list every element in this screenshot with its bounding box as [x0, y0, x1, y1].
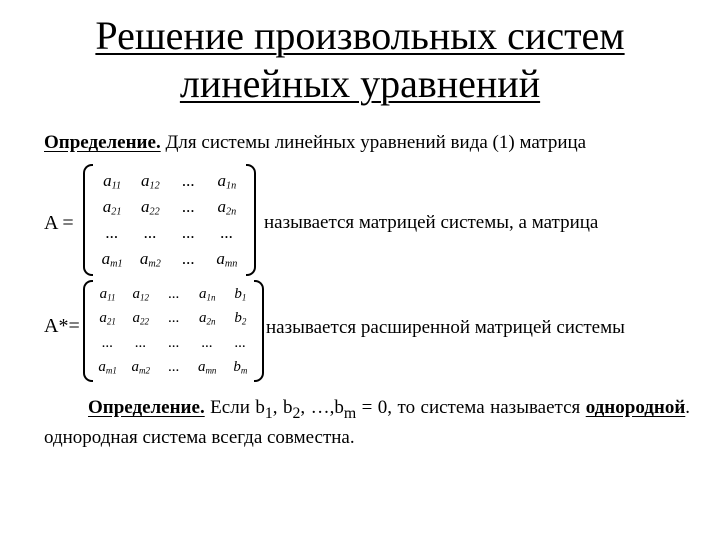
- definition-1-term: Определение.: [44, 132, 161, 153]
- definition-2-sub-2: 2: [292, 404, 301, 422]
- matrix-a-right-paren: [246, 164, 256, 276]
- definition-2: [44, 396, 690, 450]
- matrix-a-cell: ...: [144, 223, 157, 242]
- matrix-a-star-cell: $a_{1n}$: [198, 285, 216, 302]
- matrix-a-star-cell: ...: [168, 359, 180, 376]
- matrix-a-star-cell: $a_{21}$: [99, 310, 116, 327]
- matrix-a-cell: $a_{m1}$: [101, 248, 123, 270]
- matrix-a-cell: $a_{mn}$: [216, 248, 238, 270]
- definition-2-rest: = 0, то система называется: [356, 397, 581, 418]
- matrix-a-cell: $a_{m2}$: [139, 248, 161, 270]
- matrix-a-star-cell: ...: [234, 334, 247, 351]
- matrix-a-cell: ...: [182, 249, 195, 268]
- matrix-a-star-cell: $a_{12}$: [132, 285, 150, 302]
- matrix-a-star-cell: $b_2$: [234, 310, 247, 327]
- matrix-a-star-cell: $a_{11}$: [99, 285, 116, 302]
- matrix-a-cell: $a_{21}$: [102, 196, 122, 218]
- matrix-a-star: [83, 280, 264, 382]
- definition-1: [44, 132, 586, 154]
- matrix-a-star-cell: $a_{2n}$: [198, 310, 216, 327]
- matrix-a-star-description: называется расширенной матрицей системы: [266, 317, 625, 338]
- matrix-a-description: называется матрицей системы, а матрица: [264, 212, 599, 233]
- matrix-a-grid: [93, 168, 246, 272]
- matrix-a-cell: ...: [182, 171, 195, 190]
- definition-2-term: Определение.: [88, 397, 205, 418]
- matrix-a-cell: ...: [182, 197, 195, 216]
- definition-2-bm: , …,b: [300, 397, 344, 418]
- matrix-a-star-cell: $b_m$: [233, 359, 248, 376]
- matrix-a-star-cell: ...: [101, 334, 114, 351]
- matrix-a-cell: $a_{2n}$: [217, 196, 237, 218]
- matrix-a: [83, 164, 256, 276]
- title-line-2: линейных уравнений: [179, 61, 541, 106]
- definition-2-end: . однородная система всегда совместна.: [44, 397, 691, 448]
- matrix-a-star-cell: ...: [168, 334, 180, 351]
- matrix-a-cell: $a_{1n}$: [217, 170, 237, 192]
- matrix-a-left-paren: [83, 164, 93, 276]
- matrix-a-cell: ...: [105, 223, 119, 242]
- matrix-a-cell: $a_{11}$: [103, 170, 122, 192]
- matrix-a-star-cell: $a_{m2}$: [131, 359, 151, 376]
- definition-2-sub-1: 1: [264, 404, 273, 422]
- definition-2-b2: , b: [272, 397, 293, 418]
- matrix-a-label: A =: [44, 212, 74, 234]
- matrix-a-cell: ...: [220, 223, 234, 242]
- definition-2-bold-word: однородной: [585, 397, 686, 418]
- matrix-a-star-cell: ...: [201, 334, 213, 351]
- matrix-a-cell: ...: [182, 223, 195, 242]
- matrix-a-star-cell: $a_{m1}$: [98, 359, 117, 376]
- matrix-a-star-cell: $b_1$: [234, 285, 247, 302]
- matrix-a-star-cell: ...: [135, 334, 147, 351]
- matrix-a-star-cell: ...: [168, 285, 180, 302]
- matrix-a-cell: $a_{22}$: [141, 196, 160, 218]
- definition-2-if: Если b: [210, 397, 265, 418]
- matrix-a-star-cell: ...: [168, 310, 180, 327]
- definition-2-sub-m: m: [343, 404, 357, 422]
- slide-title: [40, 12, 680, 108]
- definition-1-text: Для системы линейных уравнений вида (1) матрица: [165, 132, 587, 153]
- matrix-a-star-cell: $a_{mn}$: [197, 359, 217, 376]
- matrix-a-cell: $a_{12}$: [141, 170, 160, 192]
- matrix-a-star-grid: [91, 282, 257, 380]
- matrix-a-star-cell: $a_{22}$: [132, 310, 150, 327]
- title-line-1: Решение произвольных систем: [95, 13, 625, 58]
- matrix-a-star-label: A*=: [44, 315, 80, 337]
